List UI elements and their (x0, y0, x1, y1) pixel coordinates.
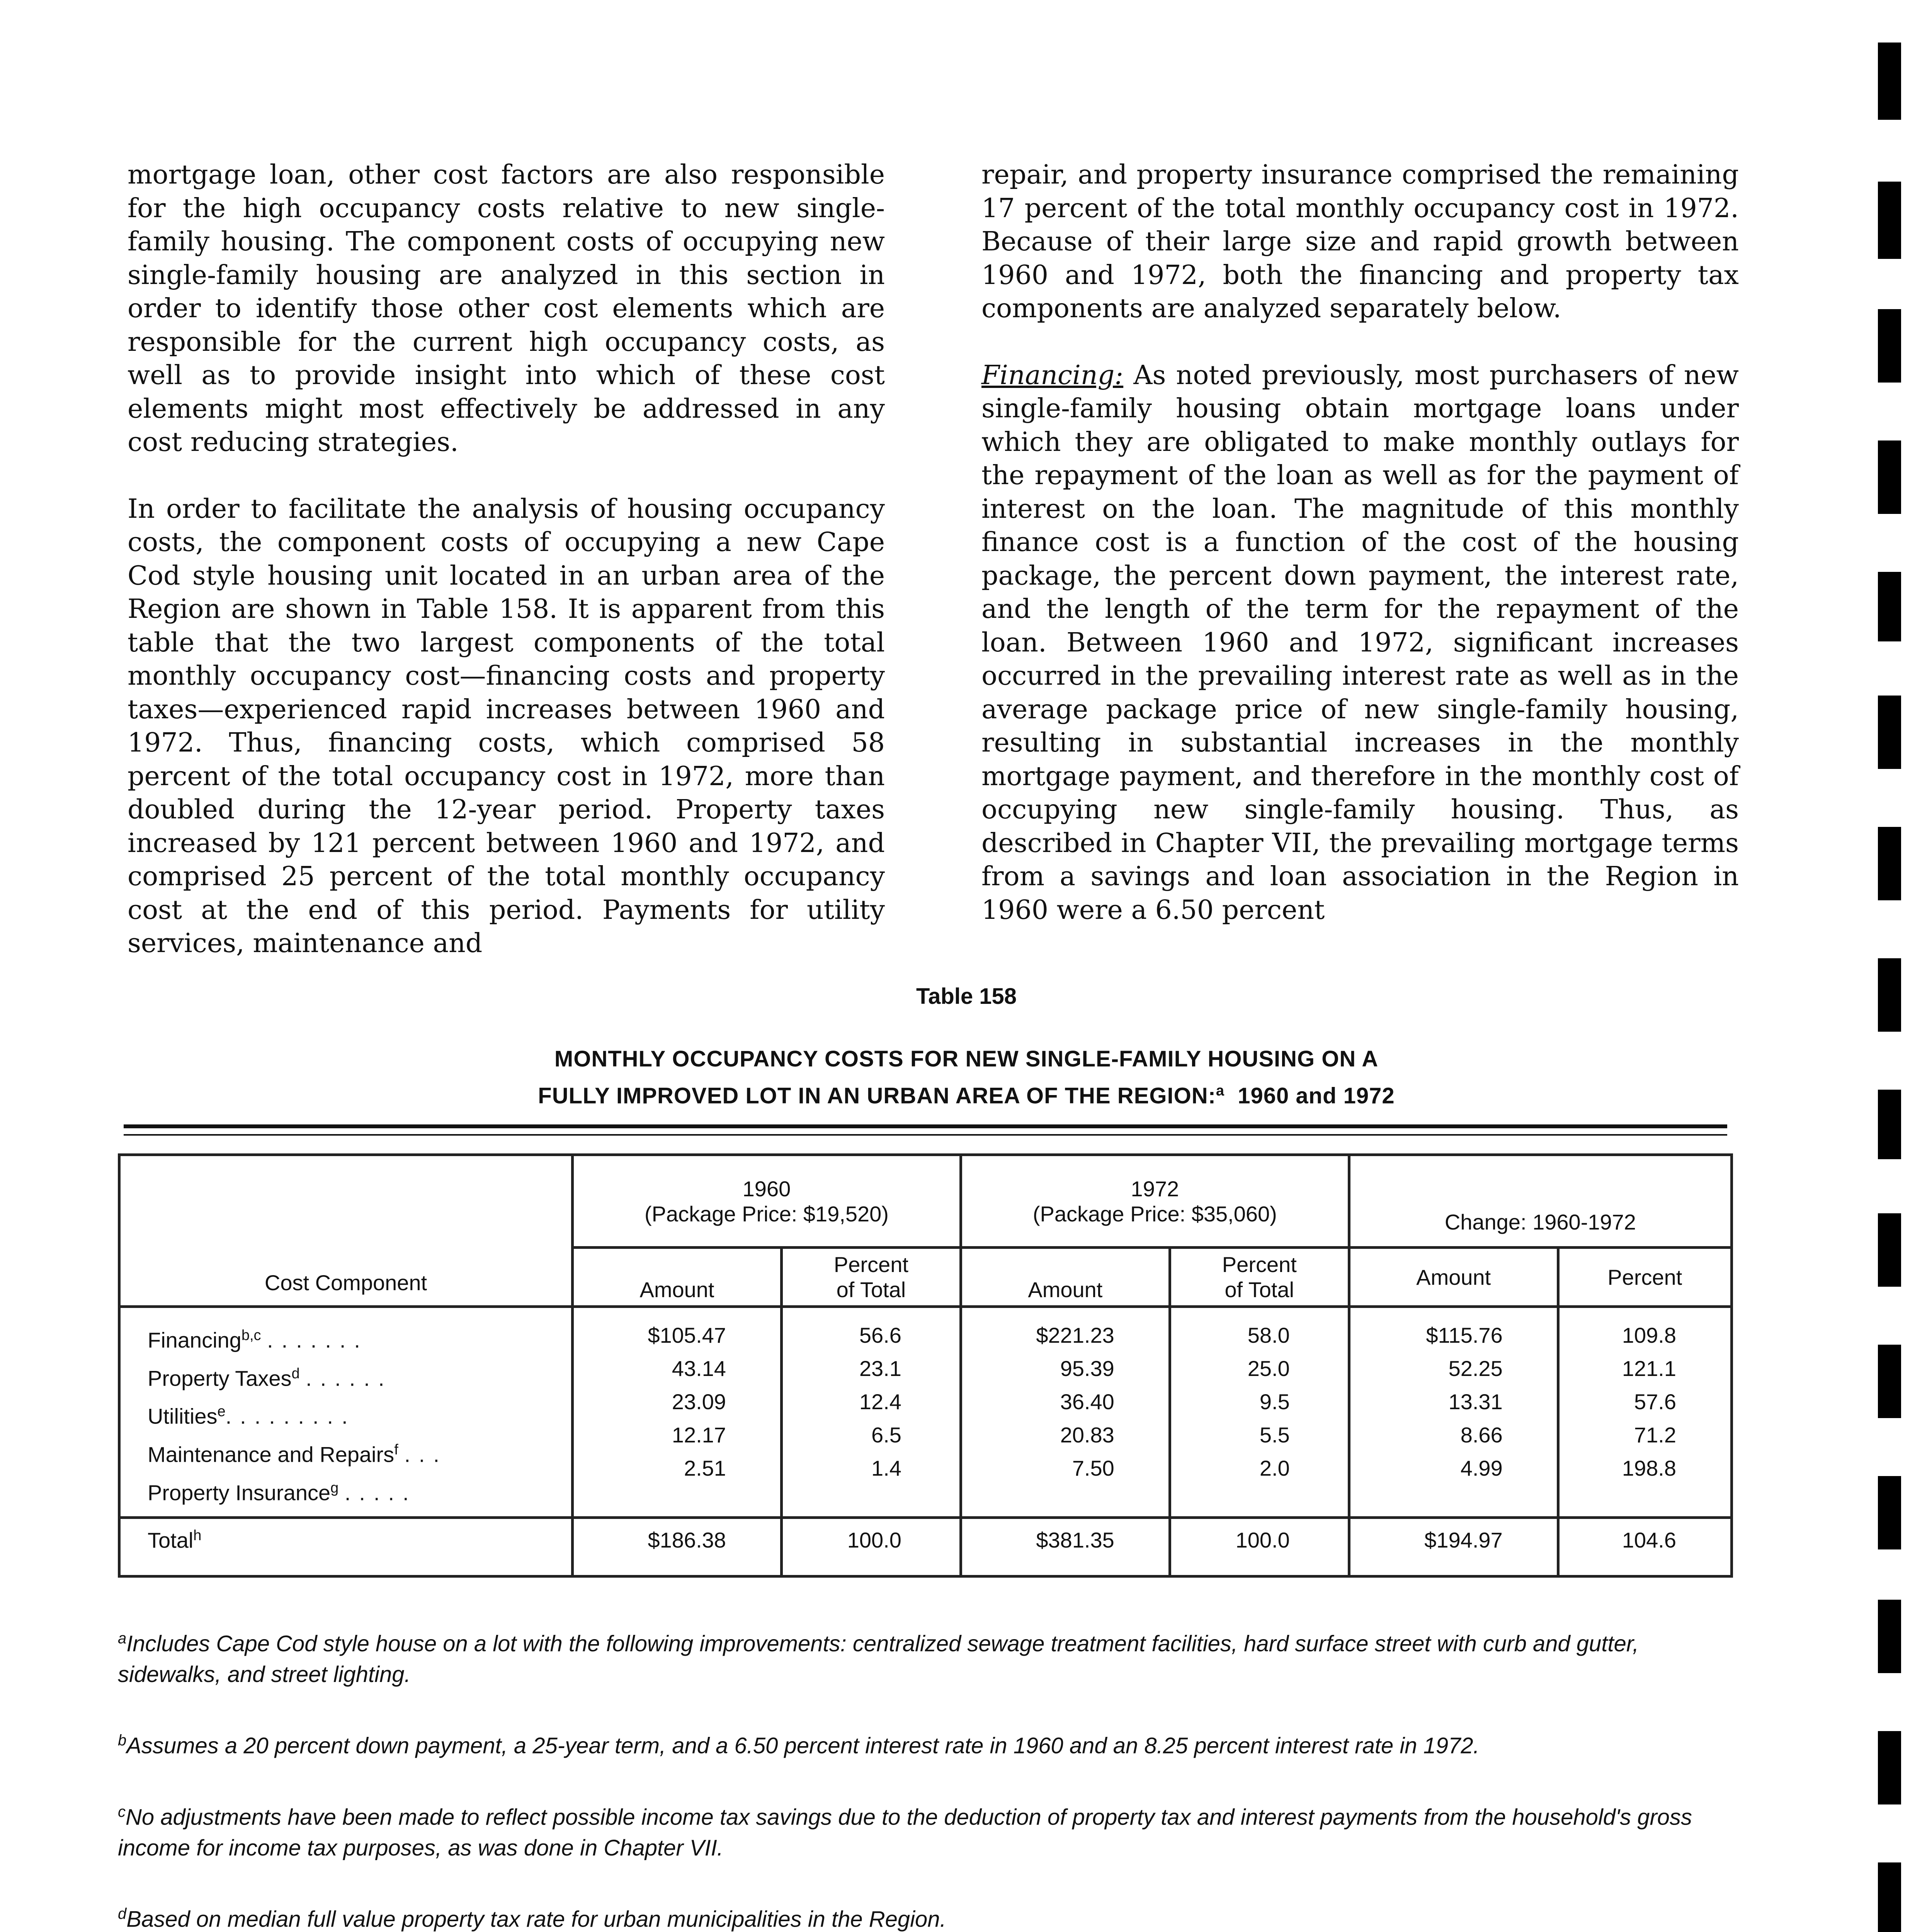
change-percent-header: Percent (1558, 1248, 1731, 1307)
row-label-maintenance: Maintenance and Repairs$^f$ ... (148, 1441, 448, 1467)
cost-component-header: Cost Component (119, 1155, 573, 1307)
change-amount-header: Amount (1349, 1248, 1558, 1307)
occupancy-cost-table (118, 1153, 1733, 1578)
amount-1960-header: Amount (573, 1248, 782, 1307)
body-right-column (981, 158, 1739, 960)
binding-mark (1878, 572, 1901, 641)
total-change-amount: $194.97 (1349, 1518, 1558, 1577)
total-label: Total$^h$ (119, 1518, 573, 1577)
binding-mark (1878, 1090, 1901, 1159)
binding-mark (1878, 1213, 1901, 1287)
pct-total-1960-header: Percent of Total (781, 1248, 961, 1307)
binding-mark (1878, 43, 1901, 120)
total-change-percent: 104.6 (1558, 1518, 1731, 1577)
binding-mark (1878, 1600, 1901, 1673)
year-1960-header: 1960 (Package Price: $19,520) (573, 1155, 961, 1248)
binding-mark (1878, 696, 1901, 769)
body-paragraph: repair, and property insurance comprised the remaining 17 percent of the total monthly occupancy cost in 1972. Because of their large size and rapid growth between 1960 and 1972, both the financing and property tax components are analyzed separately below. (981, 160, 1739, 324)
body-paragraph: In order to facilitate the analysis of housing occupancy costs, the component costs of occupying a new Cape Cod style housing unit located in an urban area of the Region are shown in Table 158. It is apparent from this table that the two largest components of the total monthly occupancy cost—financing costs and property taxes—experienced rapid increases between 1960 and 1972. Thus, financing costs, which comprised 58 percent of the total occupancy cost in 1972, more than doubled during the 12-year period. Property taxes increased by 121 percent between 1960 and 1972, and comprised 25 percent of the total monthly occupancy cost at the end of this period. Payments for utility services, maintenance and (128, 493, 885, 959)
table-title-line-2: FULLY IMPROVED LOT IN AN URBAN AREA OF THE REGION:$^a$ 1960 and 1972 (538, 1083, 1395, 1109)
amount-1960-column: $105.47 43.14 23.09 12.17 2.51 (573, 1307, 782, 1518)
binding-mark (1878, 182, 1901, 259)
row-label-utilities: Utilities$^e$......... (148, 1403, 356, 1429)
financing-paragraph (981, 359, 1739, 927)
amount-1972-column: $221.23 95.39 36.40 20.83 7.50 (961, 1307, 1170, 1518)
binding-mark (1878, 309, 1901, 383)
binding-mark (1878, 1862, 1901, 1932)
pct-1972-column: 58.0 25.0 9.5 5.5 2.0 (1170, 1307, 1349, 1518)
year-1972-header: 1972 (Package Price: $35,060) (961, 1155, 1349, 1248)
binding-mark (1878, 1731, 1901, 1804)
binding-mark (1878, 827, 1901, 900)
body-left-column (128, 158, 885, 994)
table-title (0, 1043, 1932, 1112)
title-rule-thin (124, 1134, 1727, 1136)
total-amount-1972: $381.35 (961, 1518, 1170, 1577)
binding-mark (1878, 440, 1901, 514)
change-amount-column: $115.76 52.25 13.31 8.66 4.99 (1349, 1307, 1558, 1518)
footnote-b: $^b$Assumes a 20 percent down payment, a 25-year term, and a 6.50 percent interest rate in 1960 and an 8.25 percent interest rate in 1972. (118, 1732, 1480, 1759)
footnote-d: $^d$Based on median full value property tax rate for urban municipalities in the Region. (118, 1905, 946, 1932)
table-label: Table 158 (916, 984, 1017, 1009)
financing-text: As noted previously, most purchasers of new single-family housing obtain mortgage loans under which they are obligated to make monthly outlays for the repayment of the loan as well as for the payment of interest on the loan. The magnitude of this monthly finance cost is a function of the cost of the housing package, the percent down payment, the interest rate, and the length of the term for the repayment of the loan. Between 1960 and 1972, significant increases occurred in the prevailing interest rate as well as in the average package price of new single-family housing, resulting in substantial increases in the monthly mortgage payment, and therefore in the monthly cost of occupying new single-family housing. Thus, as described in Chapter VII, the prevailing mortgage terms from a savings and loan association in the Region in 1960 were a 6.50 percent (981, 360, 1739, 925)
change-percent-column: 109.8 121.1 57.6 71.2 198.8 (1558, 1307, 1731, 1518)
binding-mark (1878, 1345, 1901, 1418)
footnote-c: $^c$No adjustments have been made to reflect possible income tax savings due to the deduction of property tax and interest payments from the household's gross income for income tax purposes, as was done in Chapter VII. (118, 1803, 1692, 1861)
total-amount-1960: $186.38 (573, 1518, 782, 1577)
binding-mark (1878, 1476, 1901, 1549)
total-row (119, 1518, 1732, 1577)
total-pct-1960: 100.0 (781, 1518, 961, 1577)
pct-total-1972-header: Percent of Total (1170, 1248, 1349, 1307)
total-pct-1972: 100.0 (1170, 1518, 1349, 1577)
row-label-insurance: Property Insurance$^g$ ..... (148, 1480, 417, 1505)
row-label-property-taxes: Property Taxes$^d$ ...... (148, 1365, 393, 1391)
table-title-line-1: MONTHLY OCCUPANCY COSTS FOR NEW SINGLE-FAMILY HOUSING ON A (554, 1046, 1379, 1071)
change-header: Change: 1960-1972 (1349, 1155, 1731, 1248)
title-rule (124, 1124, 1727, 1128)
table-footnotes (118, 1623, 1733, 1932)
financing-heading: Financing: (981, 360, 1124, 391)
binding-mark (1878, 958, 1901, 1032)
footnote-a: $^a$Includes Cape Cod style house on a lot with the following improvements: centralized sewage treatment facilities, hard surface street with curb and gutter, sidewalks, and street lighting. (118, 1630, 1639, 1687)
row-label-financing: Financing$^{b,c}$ ....... (148, 1327, 369, 1352)
row-labels-cell (119, 1307, 573, 1518)
pct-1960-column: 56.6 23.1 12.4 6.5 1.4 (781, 1307, 961, 1518)
amount-1972-header: Amount (961, 1248, 1170, 1307)
body-paragraph: mortgage loan, other cost factors are also responsible for the high occupancy costs relative to new single-family housing. The component costs of occupying new single-family housing are analyzed in this section in order to identify those other cost elements which are responsible for the current high occupancy costs, as well as to provide insight into which of these cost elements might most effectively be addressed in any cost reducing strategies. (128, 160, 885, 457)
